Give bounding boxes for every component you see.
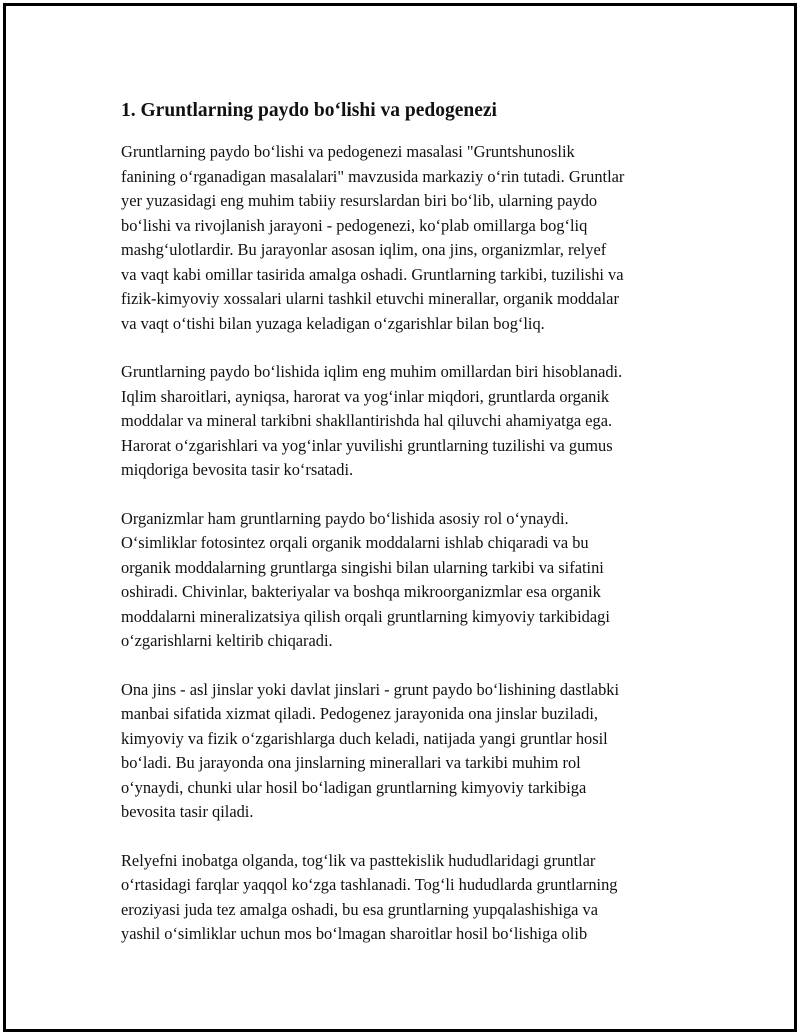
text-line: yer yuzasidagi eng muhim tabiiy resurslardan biri bo‘lib, ularning paydo <box>121 191 598 210</box>
text-line: Relyefni inobatga olganda, tog‘lik va pasttekislik hududlaridagi gruntlar <box>121 850 596 870</box>
body-paragraph <box>121 678 701 825</box>
text-line: moddalar va mineral tarkibni shakllantirishda hal qiluvchi ahamiyatga ega. <box>121 411 613 430</box>
text-line: va vaqt o‘tishi bilan yuzaga keladigan o‘zgarishlar bilan bog‘liq. <box>121 313 545 333</box>
text-line: manbai sifatida xizmat qiladi. Pedogenez jarayonida ona jinslar buziladi, <box>121 704 598 723</box>
text-line: va vaqt kabi omillar tasirida amalga oshadi. Gruntlarning tarkibi, tuzilishi va <box>121 264 624 284</box>
text-line: yashil o‘simliklar uchun mos bo‘lmagan sharoitlar hosil bo‘lishiga olib <box>121 924 588 943</box>
text-line: eroziyasi juda tez amalga oshadi, bu esa gruntlarning yupqalashishiga va <box>121 899 599 919</box>
text-line: bo‘ladi. Bu jarayonda ona jinslarning minerallari va tarkibi muhim rol <box>121 753 581 772</box>
text-line: fanining o‘rganadigan masalalari" mavzusida markaziy o‘rin tutadi. Gruntlar <box>121 166 625 186</box>
text-line: o‘zgarishlarni keltirib chiqaradi. <box>121 631 333 650</box>
text-line: Gruntlarning paydo bo‘lishida iqlim eng muhim omillardan biri hisoblanadi. <box>121 362 623 381</box>
text-line: moddalarni mineralizatsiya qilish orqali gruntlarning kimyoviy tarkibidagi <box>121 606 610 626</box>
text-line: bo‘lishi va rivojlanish jarayoni - pedogenezi, ko‘plab omillarga bog‘liq <box>121 215 588 235</box>
body-paragraph <box>121 360 701 483</box>
text-line: mashg‘ulotlardir. Bu jarayonlar asosan iqlim, ona jins, organizmlar, relyef <box>121 240 607 259</box>
text-line: Harorat o‘zgarishlari va yog‘inlar yuvilishi gruntlarning tuzilishi va gumus <box>121 435 613 455</box>
text-line: O‘simliklar fotosintez orqali organik moddalarni ishlab chiqaradi va bu <box>121 533 589 552</box>
text-line: o‘ynaydi, chunki ular hosil bo‘ladigan gruntlarning kimyoviy tarkibiga <box>121 777 587 797</box>
body-paragraph <box>121 507 701 654</box>
body-paragraph <box>121 140 701 336</box>
text-line: Ona jins - asl jinslar yoki davlat jinslari - grunt paydo bo‘lishining dastlabki <box>121 679 620 699</box>
section-heading: 1. Gruntlarning paydo bo‘lishi va pedogenezi <box>121 100 497 121</box>
text-line: Gruntlarning paydo bo‘lishi va pedogenezi masalasi "Gruntshunoslik <box>121 142 575 161</box>
document-body <box>121 98 701 971</box>
text-line: Iqlim sharoitlari, ayniqsa, harorat va yog‘inlar miqdori, gruntlarda organik <box>121 386 610 406</box>
text-line: o‘rtasidagi farqlar yaqqol ko‘zga tashlanadi. Tog‘li hududlarda gruntlarning <box>121 875 618 894</box>
document-page <box>3 3 797 1032</box>
paragraph-list <box>121 140 701 947</box>
text-line: miqdoriga bevosita tasir ko‘rsatadi. <box>121 460 354 479</box>
text-line: Organizmlar ham gruntlarning paydo bo‘lishida asosiy rol o‘ynaydi. <box>121 508 569 528</box>
text-line: bevosita tasir qiladi. <box>121 802 254 821</box>
text-line: kimyoviy va fizik o‘zgarishlarga duch keladi, natijada yangi gruntlar hosil <box>121 728 608 748</box>
text-line: organik moddalarning gruntlarga singishi bilan ularning tarkibi va sifatini <box>121 557 604 577</box>
text-line: oshiradi. Chivinlar, bakteriyalar va boshqa mikroorganizmlar esa organik <box>121 582 601 601</box>
body-paragraph <box>121 849 701 947</box>
text-line: fizik-kimyoviy xossalari ularni tashkil etuvchi minerallar, organik moddalar <box>121 289 619 308</box>
